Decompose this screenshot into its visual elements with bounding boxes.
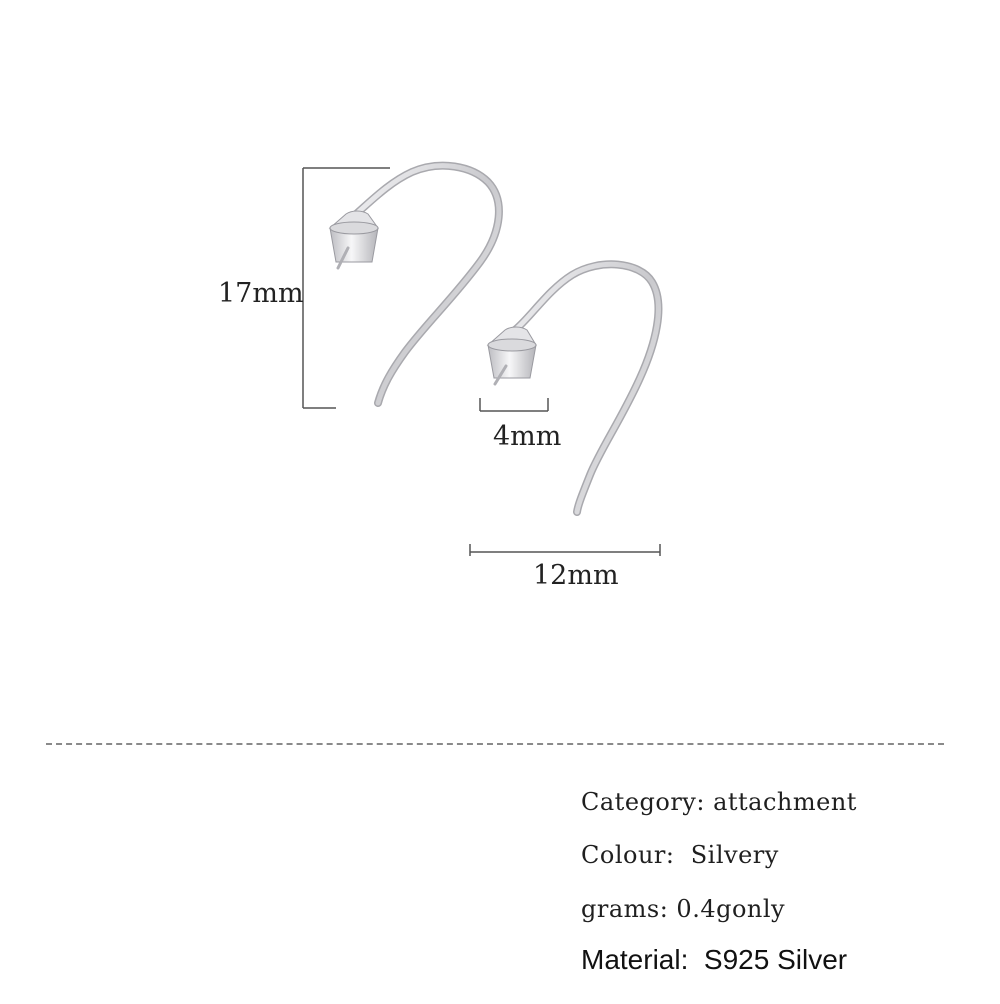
spec-material: Material: S925 Silver	[581, 944, 848, 975]
width-dimension-bracket	[470, 544, 660, 556]
spec-category: Category: attachment	[581, 788, 857, 816]
cup-dimension-bracket	[480, 398, 548, 411]
earring-hook-right	[488, 264, 658, 512]
width-dimension-label: 12mm	[533, 560, 619, 591]
height-dimension-bracket	[303, 168, 390, 408]
spec-grams: grams: 0.4gonly	[581, 895, 786, 923]
spec-colour: Colour: Silvery	[581, 841, 779, 869]
earring-hook-left	[330, 166, 499, 403]
dashed-divider	[46, 743, 944, 745]
height-dimension-label: 17mm	[218, 278, 304, 309]
cup-dimension-label: 4mm	[493, 421, 562, 452]
